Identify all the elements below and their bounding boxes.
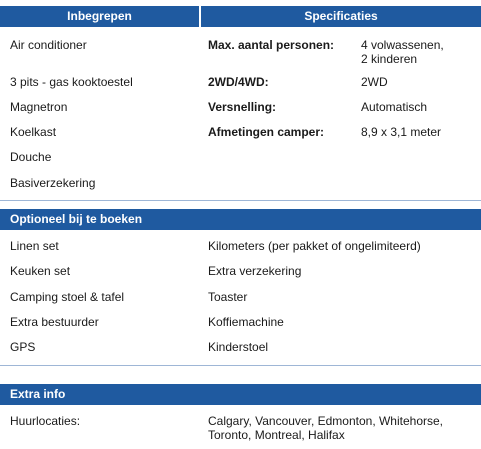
extra-info-label: Huurlocaties: (10, 414, 81, 428)
included-item: Koelkast (10, 125, 57, 139)
spec-label: Afmetingen camper: (208, 125, 325, 139)
included-header: Inbegrepen (0, 6, 199, 27)
included-item: 3 pits - gas kooktoestel (10, 75, 133, 89)
extra-info-value: Calgary, Vancouver, Edmonton, Whitehorse, (208, 414, 444, 428)
included-item: Douche (10, 150, 52, 164)
optional-item: Extra verzekering (208, 264, 302, 278)
optional-item: Koffiemachine (208, 315, 284, 329)
included-item: Magnetron (10, 100, 68, 114)
spec-value: 2WD (361, 75, 388, 89)
specifications-header: Specificaties (201, 6, 481, 27)
spec-value: 2 kinderen (361, 52, 418, 66)
spec-label: Versnelling: (208, 100, 277, 114)
optional-item: Extra bestuurder (10, 315, 99, 329)
spec-value: 8,9 x 3,1 meter (361, 125, 442, 139)
included-item: Air conditioner (10, 38, 87, 52)
section-divider (0, 200, 481, 201)
optional-item: Linen set (10, 239, 59, 253)
optional-item: Camping stoel & tafel (10, 290, 125, 304)
section-divider (0, 365, 481, 366)
optional-header: Optioneel bij te boeken (0, 209, 481, 230)
optional-item: Keuken set (10, 264, 71, 278)
optional-item: Toaster (208, 290, 248, 304)
spec-value: 4 volwassenen, (361, 38, 444, 52)
extra-info-header: Extra info (0, 384, 481, 405)
optional-item: Kinderstoel (208, 340, 269, 354)
optional-item: GPS (10, 340, 36, 354)
extra-info-value: Toronto, Montreal, Halifax (208, 428, 345, 442)
spec-label: Max. aantal personen: (208, 38, 335, 52)
included-item: Basiverzekering (10, 176, 96, 190)
spec-value: Automatisch (361, 100, 428, 114)
spec-label: 2WD/4WD: (208, 75, 269, 89)
optional-item: Kilometers (per pakket of ongelimiteerd) (208, 239, 421, 253)
